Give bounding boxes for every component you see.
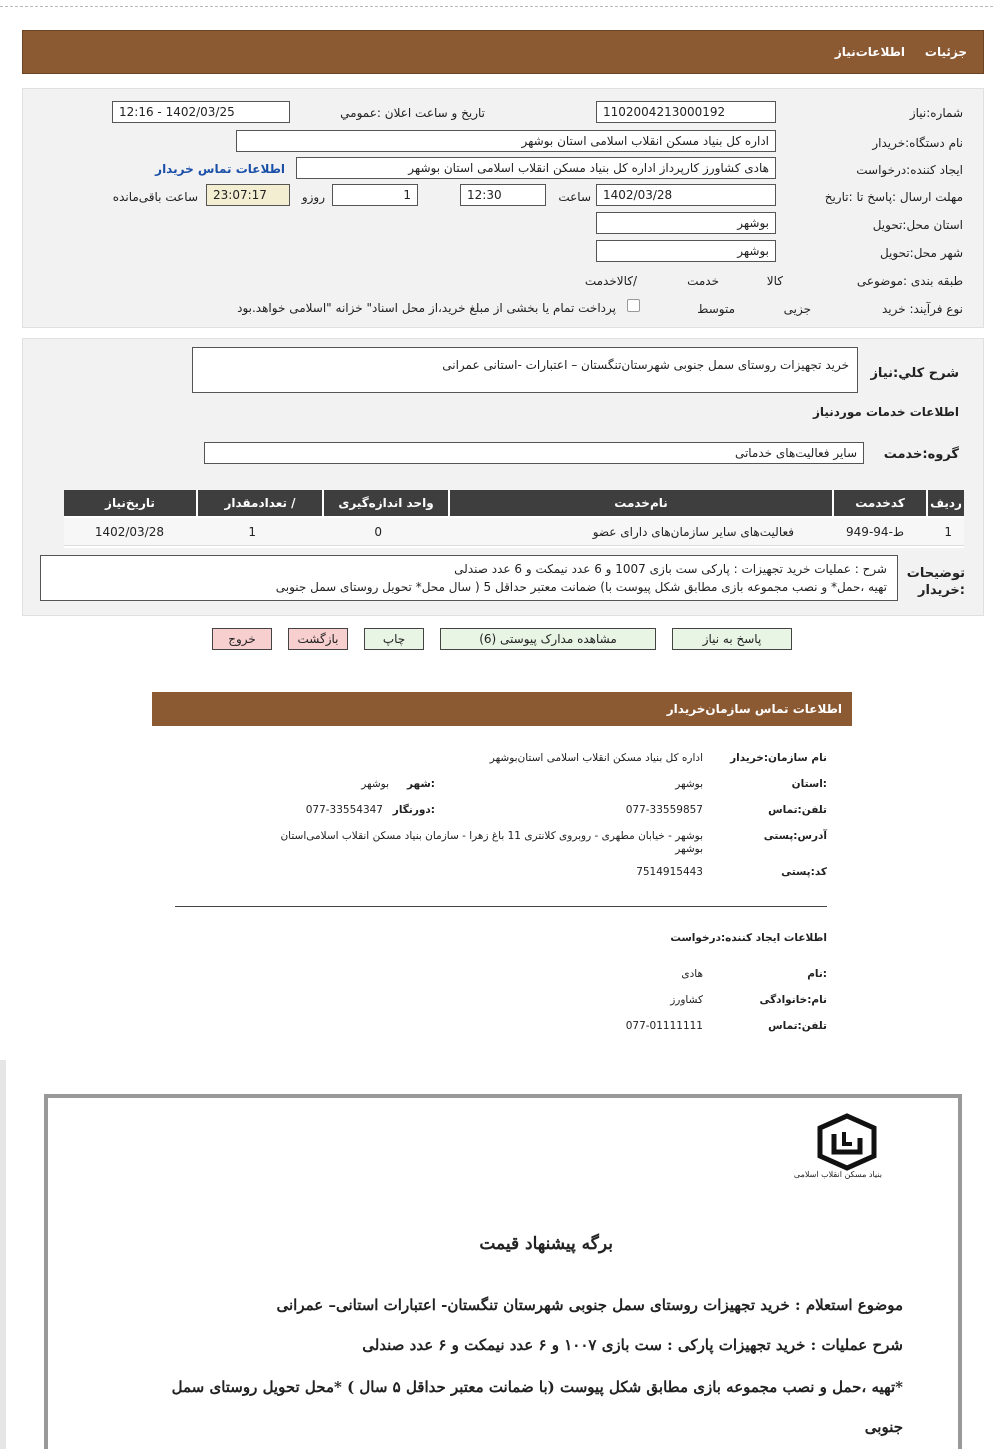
- time-label: ساعت: [558, 190, 591, 204]
- contact-fax: 077-33554347: [305, 804, 383, 816]
- buyer-org-field: اداره کل بنیاد مسکن انقلاب اسلامی استان بوشهر: [236, 130, 776, 152]
- services-label: اطلاعات خدمات موردنیاز: [812, 405, 959, 419]
- city-label: شهر محل:تحویل: [879, 246, 963, 260]
- contact-phone: 077-33559857: [625, 804, 703, 816]
- remaining-label: ساعت باقی‌مانده: [112, 190, 198, 204]
- table-row[interactable]: [64, 518, 964, 546]
- document-title: برگه پیشنهاد قیمت: [479, 1234, 613, 1254]
- contact-postal-label: کد:پستی: [781, 866, 827, 878]
- exit-button[interactable]: خروج: [212, 628, 272, 650]
- document-line-3: *تهیه ،حمل و نصب مجموعه بازی مطابق شکل پیوست (با ضمانت معتبر حداقل ۵ سال ) *محل تحویل روستای سمل: [171, 1378, 903, 1396]
- print-button[interactable]: چاپ: [364, 628, 424, 650]
- contact-province: بوشهر: [675, 778, 703, 790]
- group-label: گروه:خدمت: [883, 447, 959, 462]
- contact-section-header: [152, 692, 852, 726]
- buyer-notes-box: [40, 555, 898, 601]
- contact-section-title: اطلاعات تماس سازمان‌خریدار: [666, 702, 842, 716]
- summary-label: شرح کلي:نیاز: [870, 366, 959, 381]
- treasury-checkbox[interactable]: [627, 299, 640, 312]
- need-form-panel: [22, 88, 984, 328]
- top-divider: [0, 6, 993, 7]
- attachments-button[interactable]: مشاهده مدارک پیوستی (6): [440, 628, 656, 650]
- need-number-field: 1102004213000192: [596, 101, 776, 123]
- document-line-2: شرح عملیات : خرید تجهیزات پارکی : ست بازی ۱۰۰۷ و ۶ عدد نیمکت و ۶ عدد صندلی: [362, 1336, 903, 1354]
- contact-city-label: :شهر: [407, 778, 435, 790]
- deadline-date-field: 1402/03/28: [596, 184, 776, 206]
- buyer-notes-line-1: شرح : عملیات خرید تجهیزات : پارکی ست بازی 1007 و 6 عدد نیمکت و 6 عدد صندلی: [454, 562, 887, 576]
- buyer-org-label: نام دستگاه:خریدار: [872, 136, 963, 150]
- buyer-contact-link[interactable]: اطلاعات تماس خریدار: [155, 162, 285, 176]
- creator-field: هادی کشاورز کارپرداز اداره کل بنیاد مسکن انقلاب اسلامی استان بوشهر: [296, 157, 776, 179]
- tab-details[interactable]: جزئیات: [924, 45, 967, 59]
- bonyad-logo: [793, 1112, 882, 1192]
- announce-field: 1402/03/25 - 12:16: [112, 101, 290, 123]
- contact-address-label: آدرس:پستی: [763, 830, 827, 842]
- creator-phone-label: تلفن:تماس: [768, 1020, 827, 1032]
- city-field: بوشهر: [596, 240, 776, 262]
- category-label: طبقه بندی :موضوعی: [856, 274, 963, 288]
- reply-button[interactable]: پاسخ به نیاز: [672, 628, 792, 650]
- announce-label: تاریخ و ساعت اعلان :عمومي: [340, 106, 485, 120]
- left-edge-strip: [0, 1060, 6, 1449]
- table-header-cell: / تعدادمقدار: [198, 490, 322, 516]
- category-both-label: /کالاخدمت: [584, 274, 637, 288]
- document-line-1: موضوع استعلام : خرید تجهیزات روستای سمل جنوبی شهرستان تنگستان- اعتبارات استانی– عمرانی: [276, 1296, 903, 1314]
- back-button[interactable]: بازگشت: [288, 628, 348, 650]
- buyer-notes-line-2: تهیه ،حمل* و نصب مجموعه بازی مطابق شکل پیوست با) ضمانت معتبر حداقل 5 ( سال محل* تحویل روستای سمل جنوبی: [275, 580, 887, 594]
- table-cell: فعالیت‌های سایر سازمان‌های دارای عضو: [592, 525, 794, 539]
- category-goods-label: کالا: [766, 274, 783, 288]
- creator-phone: 077-01111111: [625, 1020, 703, 1032]
- contact-org-label: نام سازمان:خریدار: [730, 752, 827, 764]
- creator-name: هادی: [681, 968, 703, 980]
- process-partial-label: جزیی: [783, 302, 811, 316]
- table-cell: ط-94-949: [846, 525, 904, 539]
- bonyad-logo-icon: [812, 1112, 882, 1192]
- table-header-cell: تاریخ‌نیاز: [64, 490, 196, 516]
- remaining-time-field: 23:07:17: [206, 184, 290, 206]
- services-table: [64, 490, 964, 548]
- table-cell: 1: [248, 525, 256, 539]
- creator-name-label: :نام: [807, 968, 827, 980]
- creator-family: کشاورز: [670, 994, 703, 1006]
- tab-need-info[interactable]: اطلاعات‌نیاز: [834, 45, 905, 59]
- table-cell: 0: [374, 525, 382, 539]
- contact-address-line-2: بوشهر: [675, 843, 703, 855]
- need-number-label: شماره:نیاز: [909, 106, 963, 120]
- header-bar: [22, 30, 984, 74]
- contact-address-line-1: بوشهر - خیابان مطهری - روبروی کلانتری 11 باغ زهرا - سازمان بنیاد مسکن انقلاب اسلامی‌استان: [280, 830, 703, 842]
- table-header-cell: واحد اندازه‌گیری: [324, 490, 448, 516]
- table-header-cell: کدخدمت: [834, 490, 926, 516]
- summary-text: خرید تجهیزات روستای سمل جنوبی شهرستان‌تنگستان – اعتبارات -استانی عمرانی: [442, 358, 849, 372]
- deadline-label: مهلت ارسال :پاسخ تا :تاریخ: [824, 190, 963, 204]
- summary-box: [192, 347, 858, 393]
- contact-org: اداره کل بنیاد مسکن انقلاب اسلامی استان‌بوشهر: [489, 752, 703, 764]
- table-cell: 1: [944, 525, 952, 539]
- province-field: بوشهر: [596, 212, 776, 234]
- creator-info-title: اطلاعات ایجاد کننده:درخواست: [670, 932, 827, 944]
- table-header-cell: نام‌خدمت: [450, 490, 832, 516]
- payment-note: پرداخت تمام یا بخشی از مبلغ خرید،از محل اسناد" خزانه "اسلامی خواهد.بود: [237, 301, 616, 315]
- creator-family-label: نام:خانوادگی: [759, 994, 827, 1006]
- process-medium-label: متوسط: [697, 302, 735, 316]
- contact-postal: 7514915443: [636, 866, 703, 878]
- category-service-label: خدمت: [687, 274, 719, 288]
- buyer-notes-label-2: :خریدار: [918, 583, 965, 598]
- days-field: 1: [332, 184, 418, 206]
- group-field: سایر فعالیت‌های خدماتی: [204, 442, 864, 464]
- province-label: استان محل:تحویل: [872, 218, 963, 232]
- table-header-cell: ردیف: [928, 490, 964, 516]
- contact-fax-label: :دورنگار: [392, 804, 435, 816]
- contact-province-label: :استان: [791, 778, 827, 790]
- deadline-time-field: 12:30: [460, 184, 546, 206]
- creator-label: ایجاد کننده:درخواست: [856, 163, 963, 177]
- document-line-4: جنوبی: [864, 1418, 903, 1436]
- logo-caption: بنیاد مسکن انقلاب اسلامی: [793, 1170, 882, 1179]
- contact-phone-label: تلفن:تماس: [768, 804, 827, 816]
- table-cell: 1402/03/28: [94, 525, 164, 539]
- days-label: روزو: [301, 190, 325, 204]
- buyer-notes-label-1: توضیحات: [906, 566, 965, 581]
- process-label: نوع فرآیند: خرید: [882, 302, 963, 316]
- contact-divider: [175, 906, 827, 907]
- contact-city: بوشهر: [361, 778, 389, 790]
